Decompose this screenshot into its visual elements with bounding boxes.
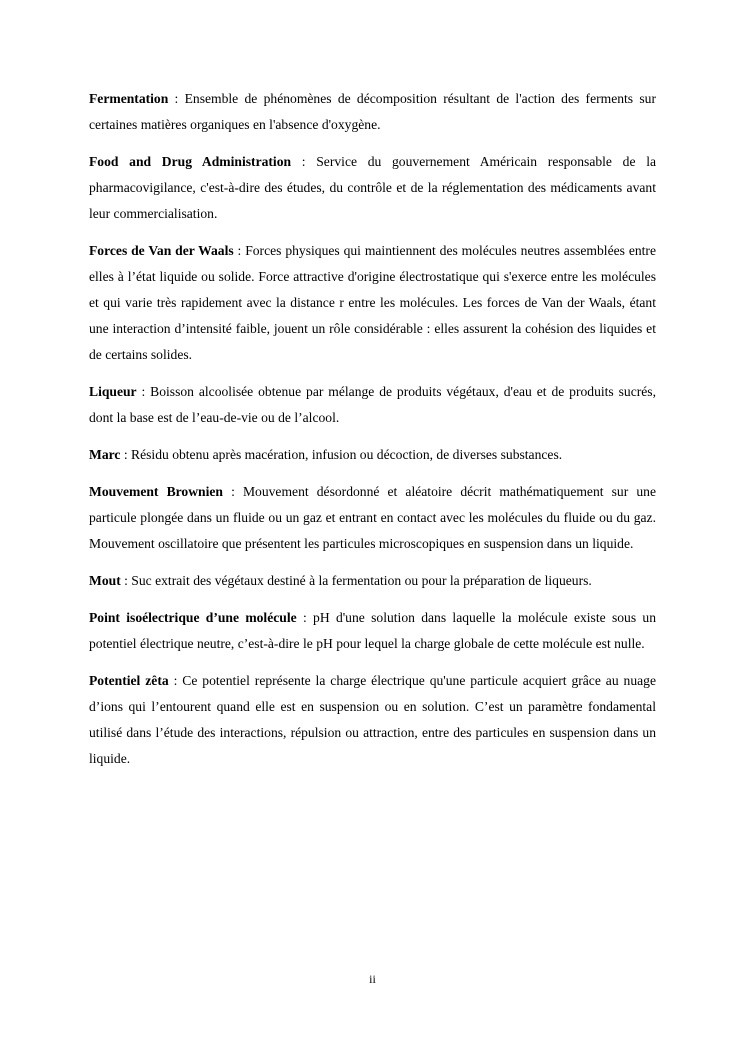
term-separator: : — [168, 91, 185, 106]
glossary-entry-point-isoelectrique — [89, 605, 656, 657]
glossary-term: Forces de Van der Waals — [89, 243, 234, 258]
glossary-entry-forces-de-van-der-waals — [89, 238, 656, 368]
glossary-term: Potentiel zêta — [89, 673, 169, 688]
glossary-term: Mout — [89, 573, 121, 588]
term-separator: : — [136, 384, 151, 399]
term-separator: : — [233, 243, 246, 258]
glossary-definition: Ensemble de phénomènes de décomposition résultant de l'action des ferments sur certaines matières organiques en l'absence d'oxygène. — [89, 91, 656, 132]
glossary-term: Point isoélectrique d’une molécule — [89, 610, 297, 625]
term-separator: : — [168, 673, 183, 688]
glossary-definition: Suc extrait des végétaux destiné à la fermentation ou pour la préparation de liqueurs. — [131, 573, 592, 588]
glossary-definition: Forces physiques qui maintiennent des molécules neutres assemblées entre elles à l’état liquide ou solide. Force attractive d'origine électrostatique qui s'exerce entre les molécules et qui varie très rapidement avec la distance r entre les molécules. Les forces de Van der Waals, étant une interaction d’intensité faible, jouent un rôle considérable : elles assurent la cohésion des liquides et de certains solides. — [89, 243, 656, 362]
term-separator: : — [296, 610, 314, 625]
glossary-definition: Mouvement désordonné et aléatoire décrit mathématiquement sur une particule plongée dans un fluide ou un gaz et entrant en contact avec les molécules du fluide ou du gaz. Mouvement oscillatoire que présentent les particules microscopiques en suspension dans un liquide. — [89, 484, 656, 551]
page-number: ii — [369, 972, 376, 986]
glossary-term: Marc — [89, 447, 121, 462]
glossary-page — [89, 86, 656, 783]
glossary-term: Fermentation — [89, 91, 169, 106]
glossary-definition: Ce potentiel représente la charge électrique qu'une particule acquiert grâce au nuage d’ions qui l’entourent quand elle est en suspension ou en solution. C’est un paramètre fondamental utilisé dans l’étude des interactions, répulsion ou attraction, entre des particules en suspension dans un liquide. — [89, 673, 657, 766]
glossary-term: Liqueur — [89, 384, 137, 399]
term-separator: : — [291, 154, 317, 169]
glossary-definition: Résidu obtenu après macération, infusion ou décoction, de diverses substances. — [131, 447, 563, 462]
glossary-term: Food and Drug Administration — [89, 154, 292, 169]
term-separator: : — [120, 447, 132, 462]
glossary-entry-mout — [89, 568, 656, 594]
glossary-entry-food-and-drug-administration — [89, 149, 656, 227]
term-separator: : — [120, 573, 132, 588]
term-separator: : — [222, 484, 243, 499]
glossary-entry-liqueur — [89, 379, 656, 431]
glossary-entry-mouvement-brownien — [89, 479, 656, 557]
glossary-term: Mouvement Brownien — [89, 484, 223, 499]
glossary-definition: Boisson alcoolisée obtenue par mélange de produits végétaux, d'eau et de produits sucrés, dont la base est de l’eau-de-vie ou de l’alcool. — [89, 384, 656, 425]
glossary-entry-potentiel-zeta — [89, 668, 656, 772]
glossary-entry-fermentation — [89, 86, 656, 138]
glossary-definition: Service du gouvernement Américain responsable de la pharmacovigilance, c'est-à-dire des études, du contrôle et de la réglementation des médicaments avant leur commercialisation. — [89, 154, 657, 221]
glossary-entry-marc — [89, 442, 656, 468]
glossary-definition: pH d'une solution dans laquelle la molécule existe sous un potentiel électrique neutre, c’est-à-dire le pH pour lequel la charge globale de cette molécule est nulle. — [89, 610, 657, 651]
